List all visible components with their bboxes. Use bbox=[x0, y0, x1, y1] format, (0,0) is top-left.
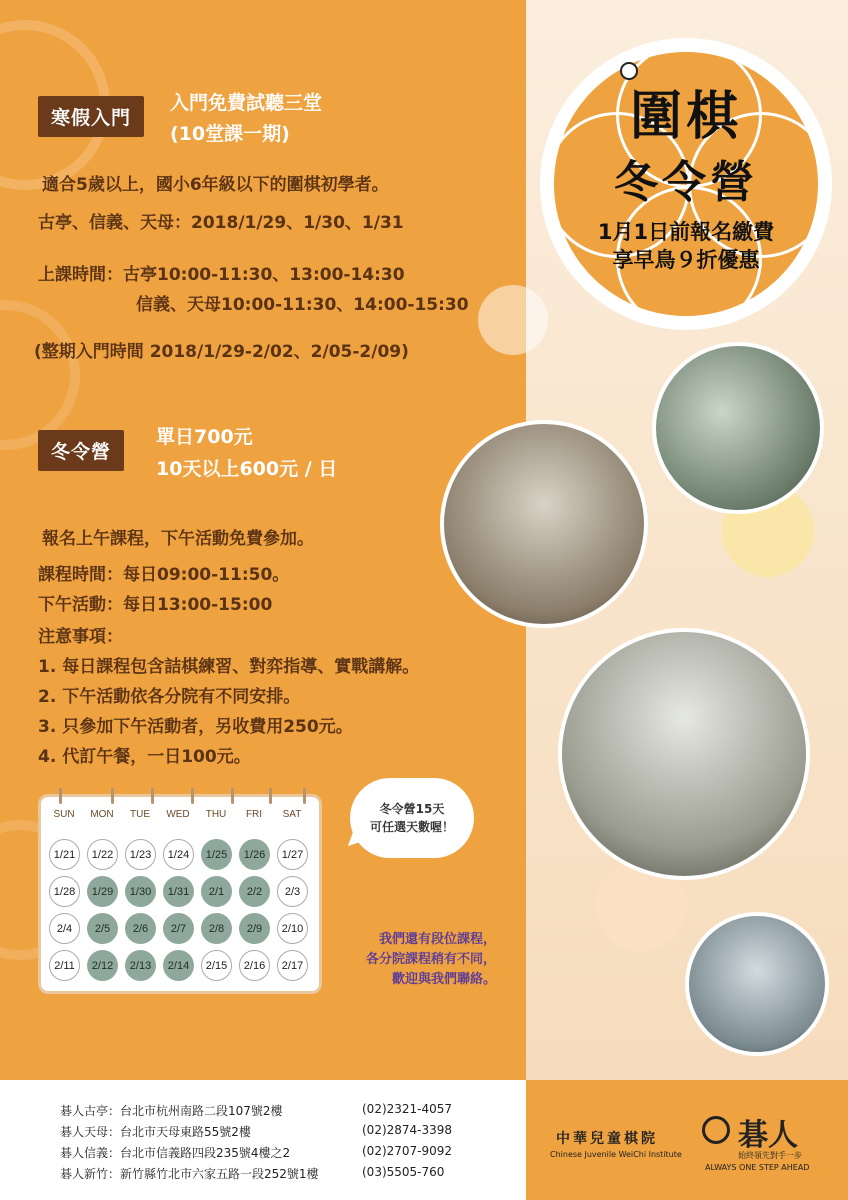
badge-promo1: 1月1日前報名繳費 bbox=[597, 220, 775, 244]
calendar-ring bbox=[303, 788, 306, 804]
calendar-day: 2/11 bbox=[49, 950, 80, 981]
calendar-day: 2/2 bbox=[239, 876, 270, 907]
org-name-cn: 中華兒童棋院 bbox=[556, 1131, 658, 1147]
price-line1: 單日700元 bbox=[156, 426, 253, 448]
calendar-day: 1/30 bbox=[125, 876, 156, 907]
branch-phone: (02)2874-3398 bbox=[362, 1123, 453, 1137]
calendar-day: 2/7 bbox=[163, 913, 194, 944]
speech-bubble bbox=[350, 778, 474, 858]
notice-title: 注意事項： bbox=[38, 627, 123, 647]
time-line1: 上課時間：古亭10:00-11:30、13:00-14:30 bbox=[38, 265, 405, 285]
bubble-line2: 可任選天數喔！ bbox=[369, 820, 454, 834]
time-line2: 信義、天母10:00-11:30、14:00-15:30 bbox=[136, 295, 469, 315]
calendar-day: 1/23 bbox=[125, 839, 156, 870]
more-line2: 各分院課程稍有不同， bbox=[365, 952, 496, 967]
notice-item: 1. 每日課程包含詰棋練習、對弈指導、實戰講解。 bbox=[38, 657, 420, 677]
calendar-day: 1/27 bbox=[277, 839, 308, 870]
branch-phone: (02)2707-9092 bbox=[362, 1144, 453, 1158]
tag-winter-intro: 寒假入門 bbox=[38, 96, 144, 137]
calendar-day: 2/12 bbox=[87, 950, 118, 981]
calendar-day: 1/25 bbox=[201, 839, 232, 870]
branch-phone: (02)2321-4057 bbox=[362, 1102, 453, 1116]
calendar-day: 2/3 bbox=[277, 876, 308, 907]
calendar-ring bbox=[59, 788, 62, 804]
calendar-day: 2/9 bbox=[239, 913, 270, 944]
price-line2: 10天以上600元 / 日 bbox=[156, 458, 338, 480]
more-courses-text bbox=[300, 930, 496, 990]
tag-winter-camp: 冬令營 bbox=[38, 430, 124, 471]
calendar-day: 1/21 bbox=[49, 839, 80, 870]
calendar-day: 2/4 bbox=[49, 913, 80, 944]
branch-address: 碁人天母：台北市天母東路55號2樓 bbox=[60, 1125, 251, 1139]
photo-students bbox=[685, 912, 829, 1056]
photo-students bbox=[440, 420, 648, 628]
title-badge bbox=[540, 38, 832, 330]
calendar-day: 2/1 bbox=[201, 876, 232, 907]
calendar-day: 2/16 bbox=[239, 950, 270, 981]
course-time: 課程時間：每日09:00-11:50。 bbox=[38, 565, 290, 585]
calendar-ring bbox=[151, 788, 154, 804]
calendar-day: 2/8 bbox=[201, 913, 232, 944]
calendar-day: 1/29 bbox=[87, 876, 118, 907]
bubble-line1: 冬令營15天 bbox=[379, 802, 445, 816]
weekday-label: SUN bbox=[53, 809, 75, 820]
brand-name: 碁人 bbox=[738, 1118, 798, 1153]
calendar-day: 2/17 bbox=[277, 950, 308, 981]
notice-item: 3. 只參加下午活動者，另收費用250元。 bbox=[38, 717, 353, 737]
calendar-day: 2/15 bbox=[201, 950, 232, 981]
org-name-en: Chinese Juvenile WeiChi Institute bbox=[550, 1150, 682, 1159]
more-line1: 我們還有段位課程， bbox=[378, 932, 496, 947]
notice-item: 4. 代訂午餐，一日100元。 bbox=[38, 747, 251, 767]
calendar-day: 2/5 bbox=[87, 913, 118, 944]
branch-phone: (03)5505-760 bbox=[362, 1165, 445, 1179]
slogan-en: ALWAYS ONE STEP AHEAD bbox=[705, 1163, 810, 1172]
flower-logo-icon bbox=[702, 1116, 730, 1144]
weekday-label: FRI bbox=[245, 809, 263, 820]
dates-text: 古亭、信義、天母：2018/1/29、1/30、1/31 bbox=[38, 213, 404, 233]
camp-note: 報名上午課程，下午活動免費參加。 bbox=[42, 529, 314, 549]
photo-students bbox=[652, 342, 824, 514]
weekday-label: TUE bbox=[130, 809, 150, 820]
slogan-cn: 始終領先對手一步 bbox=[738, 1151, 802, 1160]
badge-title1: 圍棋 bbox=[629, 87, 742, 147]
calendar-day: 2/13 bbox=[125, 950, 156, 981]
weekday-label: MON bbox=[90, 809, 114, 820]
calendar-day: 2/6 bbox=[125, 913, 156, 944]
calendar-day: 2/14 bbox=[163, 950, 194, 981]
calendar-ring bbox=[111, 788, 114, 804]
calendar-ring bbox=[269, 788, 272, 804]
calendar-day: 1/26 bbox=[239, 839, 270, 870]
branch-address: 碁人新竹：新竹縣竹北市六家五路一段252號1樓 bbox=[60, 1167, 319, 1181]
calendar-day: 2/10 bbox=[277, 913, 308, 944]
calendar-ring bbox=[231, 788, 234, 804]
calendar bbox=[38, 794, 322, 994]
weekday-label: WED bbox=[166, 809, 190, 820]
branch-address: 碁人古亭：台北市杭州南路二段107號2樓 bbox=[60, 1104, 283, 1118]
calendar-day: 1/31 bbox=[163, 876, 194, 907]
photo-students bbox=[558, 628, 810, 880]
more-line3: 歡迎與我們聯絡。 bbox=[391, 972, 496, 987]
calendar-day: 1/22 bbox=[87, 839, 118, 870]
decor-flower bbox=[478, 285, 548, 355]
notice-item: 2. 下午活動依各分院有不同安排。 bbox=[38, 687, 301, 707]
weekday-label: THU bbox=[205, 809, 227, 820]
badge-promo2: 享早鳥９折優惠 bbox=[612, 248, 760, 272]
afternoon-time: 下午活動：每日13:00-15:00 bbox=[38, 595, 273, 615]
full-period: (整期入門時間 2018/1/29-2/02、2/05-2/09) bbox=[34, 342, 409, 362]
trial-line2: (10堂課一期) bbox=[170, 123, 290, 145]
calendar-day: 1/28 bbox=[49, 876, 80, 907]
badge-title2: 冬令營 bbox=[614, 157, 758, 208]
trial-line1: 入門免費試聽三堂 bbox=[170, 92, 323, 114]
branch-address: 碁人信義：台北市信義路四段235號4樓之2 bbox=[60, 1146, 291, 1160]
weekday-label: SAT bbox=[282, 809, 302, 820]
suitable-text: 適合5歲以上，國小6年級以下的圍棋初學者。 bbox=[42, 175, 389, 195]
calendar-day: 1/24 bbox=[163, 839, 194, 870]
calendar-ring bbox=[191, 788, 194, 804]
